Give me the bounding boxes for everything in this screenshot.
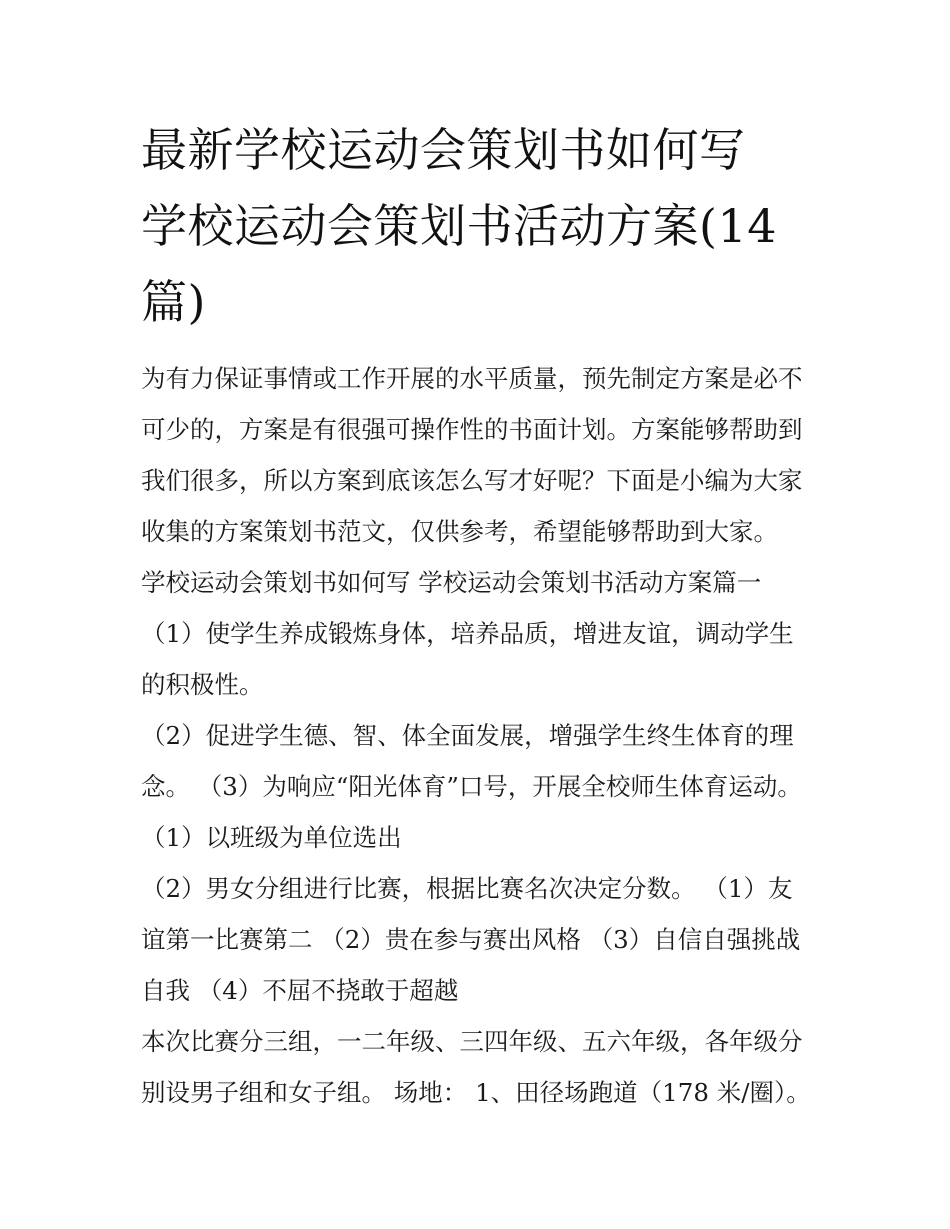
body-line: （1）使学生养成锻炼身体，培养品质，增进友谊，调动学生 <box>141 619 794 648</box>
section-heading: 学校运动会策划书如何写 学校运动会策划书活动方案篇一 <box>141 568 762 597</box>
body-line: 念。 （3）为响应“阳光体育”口号，开展全校师生体育运动。 <box>141 772 802 801</box>
body-line: 谊第一比赛第二 （2）贵在参与赛出风格 （3）自信自强挑战 <box>141 925 801 954</box>
body-line: 收集的方案策划书范文，仅供参考，希望能够帮助到大家。 <box>141 517 778 546</box>
body-line: （1）以班级为单位选出 <box>141 823 402 852</box>
title-line-3: 篇) <box>141 275 206 329</box>
body-line: （2）促进学生德、智、体全面发展，增强学生终生体育的理 <box>141 721 794 750</box>
title-line-2: 学校运动会策划书活动方案(14 <box>141 199 777 253</box>
body-line: 自我 （4）不屈不挠敢于超越 <box>141 976 459 1005</box>
document-title <box>141 112 821 340</box>
body-line: 可少的，方案是有很强可操作性的书面计划。方案能够帮助到 <box>141 415 803 444</box>
title-line-1: 最新学校运动会策划书如何写 <box>141 123 746 177</box>
body-line: （2）男女分组进行比赛，根据比赛名次决定分数。 （1）友 <box>141 874 793 903</box>
body-line: 我们很多，所以方案到底该怎么写才好呢？下面是小编为大家 <box>141 466 803 495</box>
document-body <box>141 356 821 1121</box>
body-line: 的积极性。 <box>141 670 264 699</box>
body-line: 本次比赛分三组，一二年级、三四年级、五六年级，各年级分 <box>141 1027 803 1056</box>
body-line: 别设男子组和女子组。 场地： 1、田径场跑道（178 米/圈）。 <box>141 1078 811 1107</box>
body-line: 为有力保证事情或工作开展的水平质量，预先制定方案是必不 <box>141 364 803 393</box>
